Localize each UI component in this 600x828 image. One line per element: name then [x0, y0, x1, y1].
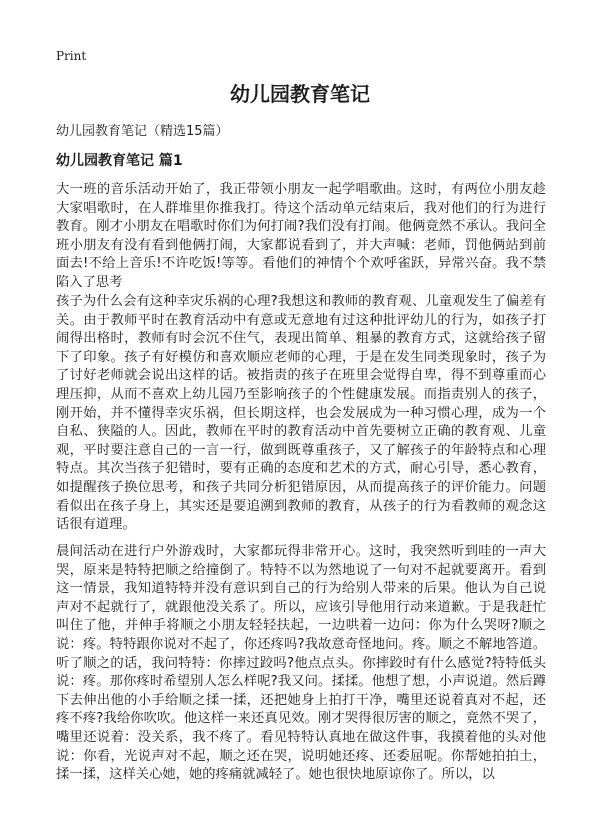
document-subtitle: 幼儿园教育笔记（精选15篇） [56, 124, 229, 139]
paragraph: 晨间活动在进行户外游戏时，大家都玩得非常开心。这时，我突然听到哇的一声大哭，原来是特特把顺之给撞倒了。特特不以为然地说了一句对不起就要离开。看到这一情景，我知道特特并没有意识到自己的行为给别人带来的后果。他认为自己说声对不起就行了，就跟他没关系了。所以，应该引导他用行动来道歉。于是我赶忙叫住了他，并伸手将顺之小朋友轻轻扶起，一边哄着一边问：你为什么哭呀?顺之说：疼。特特跟你说对不起了，你还疼吗?我故意奇怪地问。疼。顺之不解地答道。听了顺之的话，我问特特：你摔过跤吗?他点点头。你摔跤时有什么感觉?特特低头说：疼。那你疼时希望别人怎么样呢?我又问。揉揉。他想了想，小声说道。然后蹲下去伸出他的小手给顺之揉一揉，还把她身上拍打干净，嘴里还说着真对不起，还疼不疼?我给你吹吹。他这样一来还真见效。刚才哭得很厉害的顺之，竟然不哭了，嘴里还说着：没关系，我不疼了。看见特特认真地在做这件事，我摸着他的头对他说：你看，光说声对不起，顺之还在哭，说明她还疼、还委屈呢。你帮她拍拍土，揉一揉，这样关心她，她的疼痛就减轻了。她也很快地原谅你了。所以，以 [56, 544, 546, 783]
paragraph: 孩子为什么会有这种幸灾乐祸的心理?我想这和教师的教育观、儿童观发生了偏差有关。由于教师平时在教育活动中有意或无意地有过这种批评幼儿的行为，如孩子打闹得出格时，教师有时会沉不住气，表现出简单、粗暴的教育方式，这就给孩子留下了印象。孩子有好模仿和喜欢顺应老师的心理，于是在发生同类现象时，孩子为了讨好老师就会说出这样的话。被指责的孩子在班里会觉得自卑，得不到尊重而心理压抑，从而不喜欢上幼儿园乃至影响孩子的个性健康发展。而指责别人的孩子，刚开始，并不懂得幸灾乐祸，但长期这样，也会发展成为一种习惯心理，成为一个自私、狭隘的人。因此，教师在平时的教育活动中首先要树立正确的教育观、儿童观，平时要注意自己的一言一行，做到既尊重孩子，又了解孩子的年龄特点和心理特点。其次当孩子犯错时，要有正确的态度和艺术的方式，耐心引导，悉心教育，如提醒孩子换位思考，和孩子共同分析犯错原因，从而提高孩子的评价能力。问题看似出在孩子身上，其实还是要追溯到教师的教育，从孩子的行为看教师的观念这话很有道理。 [56, 294, 546, 533]
section-heading: 幼儿园教育笔记 篇1 [56, 153, 183, 169]
page-title: 幼儿园教育笔记 [230, 82, 370, 106]
paragraph: 大一班的音乐活动开始了，我正带领小朋友一起学唱歌曲。这时，有两位小朋友趁大家唱歌时，在人群堆里你推我打。待这个活动单元结束后，我对他们的行为进行教育。刚才小朋友在唱歌时你们为何打闹?我们没有打闹。他俩竟然不承认。我问全班小朋友有没有看到他俩打闹，大家都说看到了，并大声喊：老师，罚他俩站到前面去!不给上音乐!不许吃饭!等等。看他们的神情个个欢呼雀跃，异常兴奋。我不禁陷入了思考 [56, 182, 546, 290]
print-label: Print [56, 49, 87, 63]
